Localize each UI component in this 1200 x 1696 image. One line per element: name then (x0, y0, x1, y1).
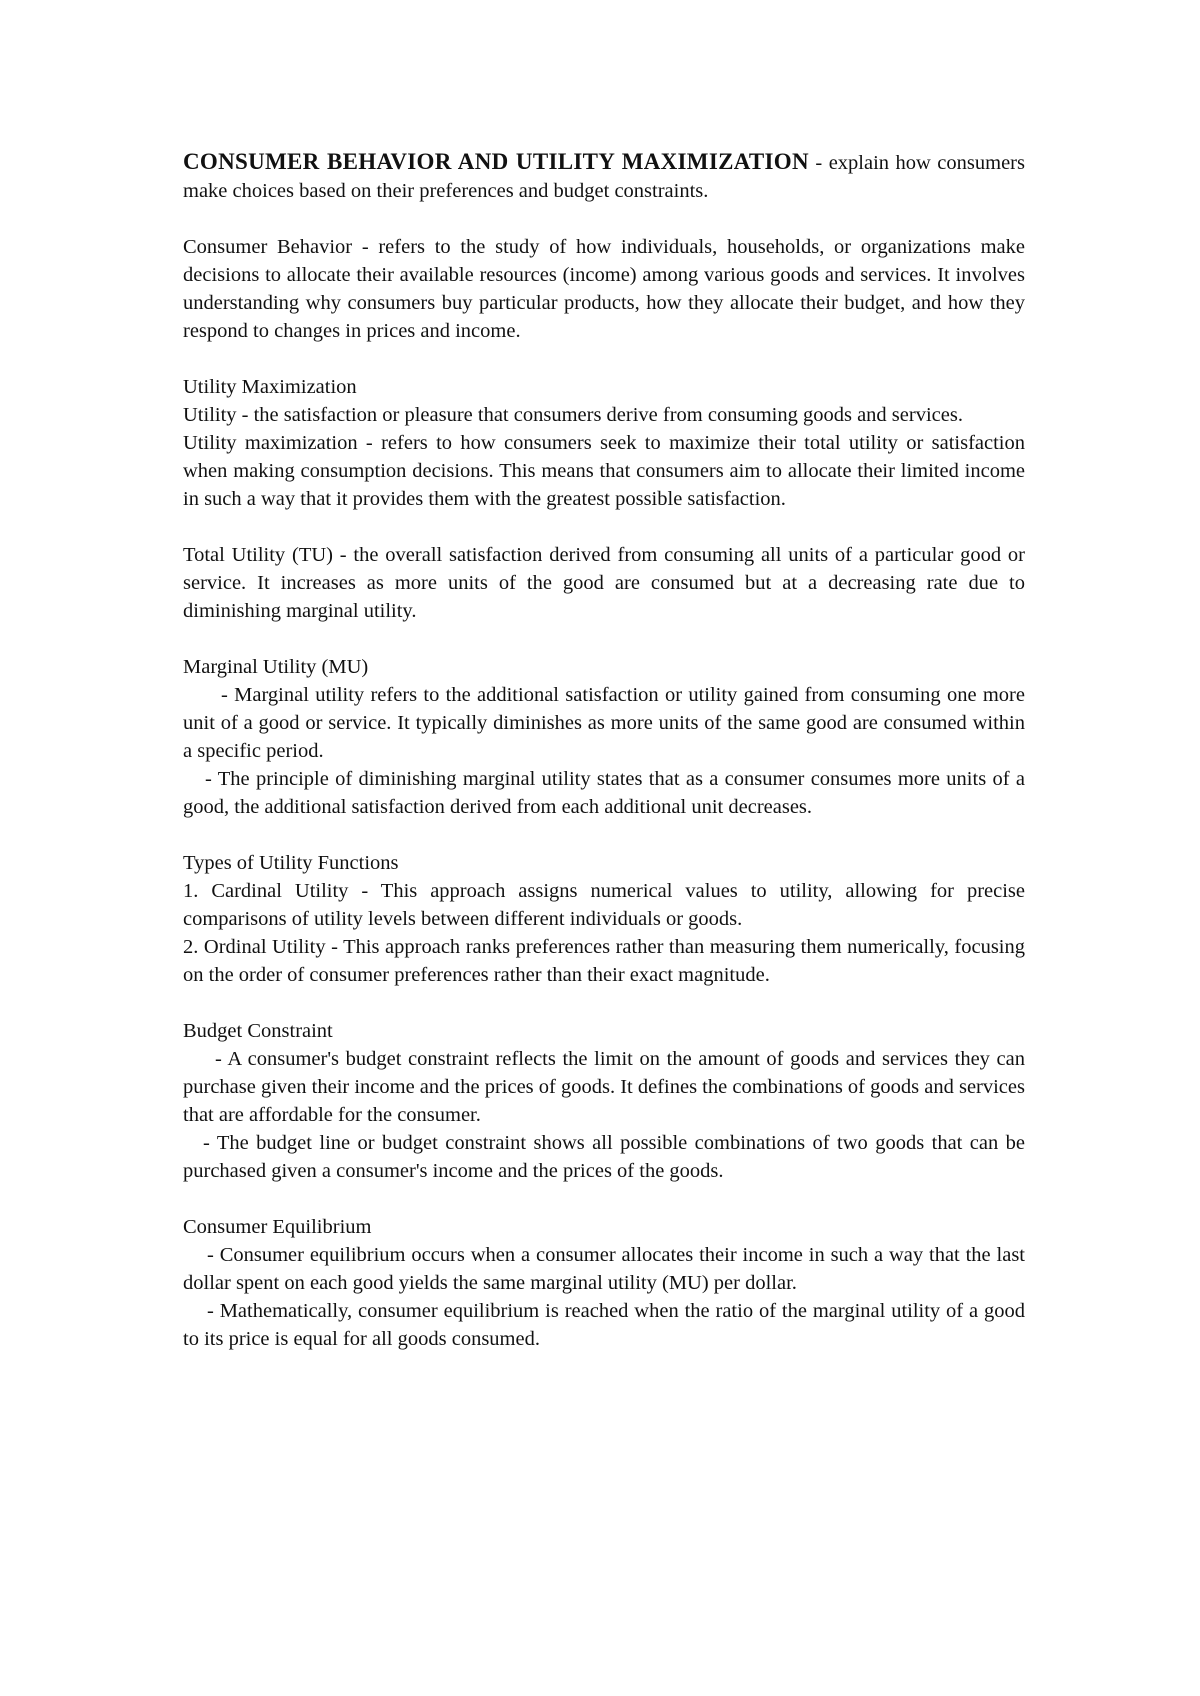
spacer (183, 1185, 1025, 1213)
spacer (183, 989, 1025, 1017)
budget-constraint-heading: Budget Constraint (183, 1020, 333, 1042)
spacer (183, 345, 1025, 373)
spacer (183, 821, 1025, 849)
consumer-equilibrium-point-1: - Consumer equilibrium occurs when a consumer allocates their income in such a way that the last dollar spent on each good yields the same marginal utility (MU) per dollar. (183, 1244, 1025, 1294)
intro-text: - explain how consumers make choices based on their preferences and budget constraints. (183, 152, 1025, 202)
ordinal-utility-item: 2. Ordinal Utility - This approach ranks preferences rather than measuring them numerically, focusing on the order of consumer preferences rather than their exact magnitude. (183, 936, 1025, 986)
spacer (183, 625, 1025, 653)
cardinal-utility-item: 1. Cardinal Utility - This approach assigns numerical values to utility, allowing for precise comparisons of utility levels between different individuals or goods. (183, 880, 1025, 930)
budget-constraint-point-1: - A consumer's budget constraint reflects the limit on the amount of goods and services they can purchase given their income and the prices of goods. It defines the combinations of goods and services that are affordable for the consumer. (183, 1048, 1025, 1126)
marginal-utility-point-2: - The principle of diminishing marginal utility states that as a consumer consumes more units of a good, the additional satisfaction derived from each additional unit decreases. (183, 768, 1025, 818)
consumer-behavior-paragraph: Consumer Behavior - refers to the study of how individuals, households, or organizations make decisions to allocate their available resources (income) among various goods and services. It involves understanding why consumers buy particular products, how they allocate their budget, and how they respond to changes in prices and income. (183, 236, 1025, 342)
utility-maximization-heading: Utility Maximization (183, 376, 357, 398)
utility-functions-heading: Types of Utility Functions (183, 852, 399, 874)
intro-paragraph (183, 148, 1025, 205)
consumer-equilibrium-heading: Consumer Equilibrium (183, 1216, 372, 1238)
marginal-utility-heading: Marginal Utility (MU) (183, 656, 369, 678)
spacer (183, 513, 1025, 541)
utility-definition: Utility - the satisfaction or pleasure that consumers derive from consuming goods and services. (183, 404, 963, 426)
document-title: CONSUMER BEHAVIOR AND UTILITY MAXIMIZATION (183, 149, 809, 174)
consumer-equilibrium-point-2: - Mathematically, consumer equilibrium is reached when the ratio of the marginal utility of a good to its price is equal for all goods consumed. (183, 1300, 1025, 1350)
utility-maximization-definition: Utility maximization - refers to how consumers seek to maximize their total utility or satisfaction when making consumption decisions. This means that consumers aim to allocate their limited income in such a way that it provides them with the greatest possible satisfaction. (183, 432, 1025, 510)
document-page (183, 148, 1025, 1353)
total-utility-paragraph: Total Utility (TU) - the overall satisfaction derived from consuming all units of a particular good or service. It increases as more units of the good are consumed but at a decreasing rate due to diminishing marginal utility. (183, 544, 1025, 622)
marginal-utility-point-1: - Marginal utility refers to the additional satisfaction or utility gained from consuming one more unit of a good or service. It typically diminishes as more units of the same good are consumed within a specific period. (183, 684, 1025, 762)
spacer (183, 205, 1025, 233)
budget-constraint-point-2: - The budget line or budget constraint shows all possible combinations of two goods that can be purchased given a consumer's income and the prices of the goods. (183, 1132, 1025, 1182)
